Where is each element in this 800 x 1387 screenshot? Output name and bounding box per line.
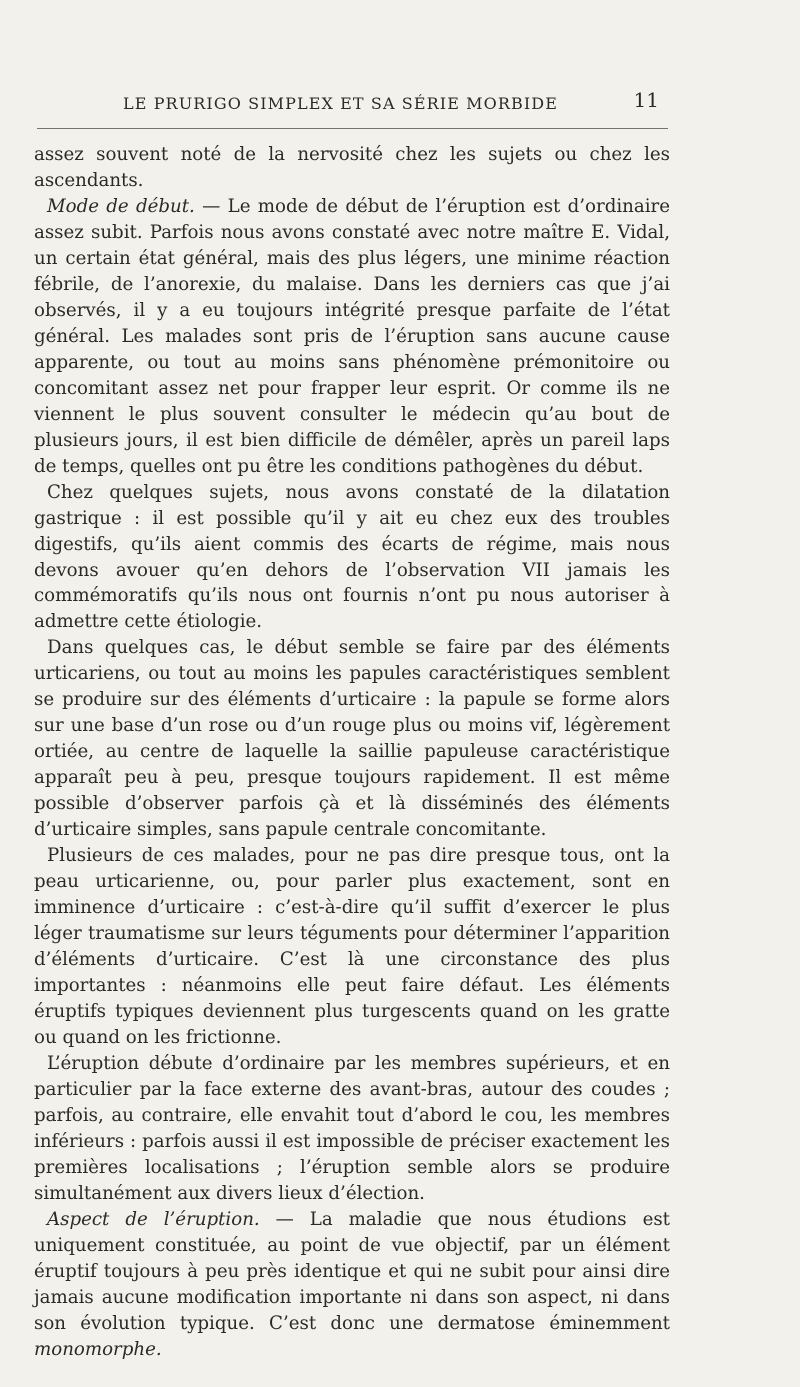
paragraph-text: Chez quelques sujets, nous avons constaté de la dilatation gastrique : il est possible qu’il y ait eu chez eux des troubles digestifs, qu’ils aient commis des écarts de régime, mais nous devons avouer qu’en dehors de l’observation VII jamais les commémoratifs qu’ils nous ont fournis n’ont pu nous autoriser à admettre cette étiologie.	[34, 481, 670, 633]
paragraph-text: — Le mode de début de l’éruption est d’ordinaire assez subit. Parfois nous avons constaté avec notre maître E. Vidal, un certain état général, mais des plus légers, une minime réaction fébrile, de l’anorexie, du malaise. Dans les derniers cas que j’ai observés, il y a eu toujours intégrité presque parfaite de l’état général. Les malades sont pris de l’éruption sans aucune cause apparente, ou tout au moins sans phénomène prémonitoire ou concomitant assez net pour frapper leur esprit. Or comme ils ne viennent le plus souvent consulter le médecin qu’au bout de plusieurs jours, il est bien difficile de démêler, après un pareil laps de temps, quelles ont pu être les conditions pathogènes du début.	[34, 195, 670, 477]
paragraph-text: — La maladie que nous étudions est uniquement constituée, au point de vue objectif, par un élément éruptif toujours à peu près identique et qui ne subit pour ainsi dire jamais aucune modification importante ni dans son aspect, ni dans son évolution typique. C’est donc une dermatose éminemment	[34, 1208, 670, 1334]
paragraph-3	[34, 480, 670, 636]
running-head-title: LE PRURIGO SIMPLEX ET SA SÉRIE MORBIDE	[123, 94, 558, 113]
running-head	[37, 88, 667, 116]
paragraph-text: L’éruption débute d’ordinaire par les membres supérieurs, et en particulier par la face externe des avant-bras, autour des coudes ; parfois, au contraire, elle envahit tout d’abord le cou, les membres inférieurs : parfois aussi il est impossible de préciser exactement les premières localisations ; l’éruption semble alors se produire simultanément aux divers lieux d’élection.	[34, 1052, 670, 1204]
paragraph-6	[34, 1051, 670, 1207]
header-rule	[37, 128, 668, 129]
paragraph-text: assez souvent noté de la nervosité chez les sujets ou chez les ascendants.	[34, 144, 670, 191]
section-heading-aspect-de-l-eruption: Aspect de l’éruption.	[47, 1208, 260, 1230]
body-text	[34, 142, 670, 1363]
paragraph-1	[34, 142, 670, 194]
page-number: 11	[633, 88, 659, 112]
paragraph-text: Plusieurs de ces malades, pour ne pas dire presque tous, ont la peau urticarienne, ou, pour parler plus exactement, sont en imminence d’urticaire : c’est-à-dire qu’il suffit d’exercer le plus léger traumatisme sur leurs téguments pour déterminer l’apparition d’éléments d’urticaire. C’est là une circonstance des plus importantes : néanmoins elle peut faire défaut. Les éléments éruptifs typiques deviennent plus turgescents quand on les gratte ou quand on les frictionne.	[34, 845, 670, 1048]
emphasized-word: monomorphe.	[34, 1338, 162, 1360]
section-heading-mode-de-debut: Mode de début.	[47, 195, 195, 217]
paragraph-5	[34, 843, 670, 1051]
paragraph-4	[34, 635, 670, 843]
paragraph-text: Dans quelques cas, le début semble se faire par des éléments urticariens, ou tout au moins les papules caractéristiques semblent se produire sur des éléments d’urticaire : la papule se forme alors sur une base d’un rose ou d’un rouge plus ou moins vif, légèrement ortiée, au centre de laquelle la saillie papuleuse caractéristique apparaît peu à peu, presque toujours rapidement. Il est même possible d’observer parfois çà et là disséminés des éléments d’urticaire simples, sans papule centrale concomitante.	[34, 637, 670, 841]
paragraph-2	[34, 194, 670, 480]
paragraph-7	[34, 1207, 670, 1363]
